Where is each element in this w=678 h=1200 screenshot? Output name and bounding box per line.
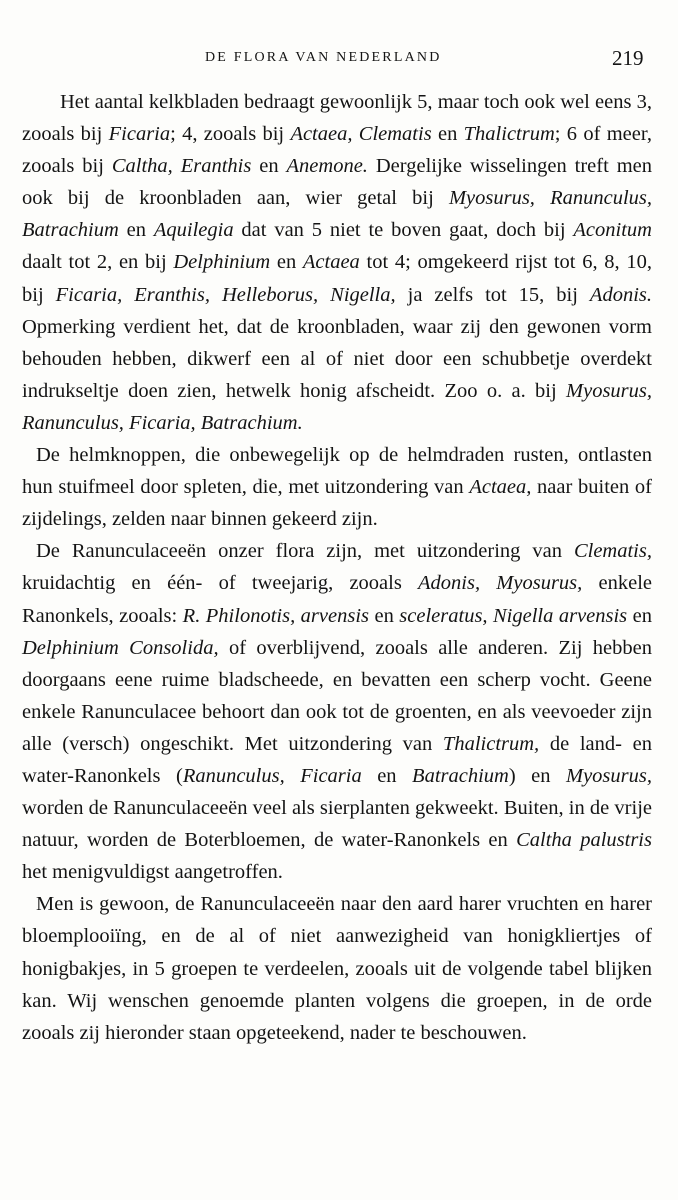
page-header: [0, 46, 678, 76]
text-run: en: [118, 219, 154, 242]
taxon-name: Ficaria, Eranthis, Helleborus, Nigella,: [55, 283, 396, 306]
taxon-name: Actaea,: [469, 476, 532, 499]
text-run: ) en: [508, 764, 566, 787]
taxon-name: sceleratus, Nigella arvensis: [399, 604, 628, 627]
text-run: Het aantal kelkbladen bedraagt gewoonlijk 5, maar toch ook wel eens 3, zooals bij: [22, 91, 652, 146]
text-run: de land- en water-Ranonkels (: [22, 732, 652, 787]
text-run: en: [369, 604, 400, 627]
paragraph-helmknoppen: [22, 439, 652, 535]
text-run: kruidachtig en één- of tweejarig, zooals: [22, 572, 419, 595]
taxon-name: Actaea, Clematis: [290, 123, 432, 146]
text-run: De helmknoppen, die onbewegelijk op de helmdraden rusten, ontlasten hun stuifmeel door spleten, die, met uitzondering van: [22, 444, 652, 499]
taxon-name: Ranunculus, Ficaria: [182, 764, 362, 787]
taxon-name: Myosurus, Ranunculus, Ficaria, Batrachium.: [22, 379, 652, 434]
text-run: of overblijvend, zooals alle anderen. Zij hebben doorgaans eene ruime bladscheede, en bevatten een scherp vocht. Geene enkele Ranunculacee behoort dan ook tot de groenten, en als veevoeder zijn alle (versch) ongeschikt. Met uitzondering van: [22, 636, 652, 755]
taxon-name: Aquilegia: [153, 219, 234, 242]
text-run: tot 4; omgekeerd rijst tot 6, 8, 10, bij: [22, 251, 652, 306]
text-run: Men is gewoon, de Ranunculaceeën naar den aard harer vruchten en harer bloemplooiïng, en de al of niet aanwezigheid van honigkliertjes of honigbakjes, in 5 groepen te verdeelen, zooals uit de volgende tabel blijken kan. Wij wenschen genoemde planten volgens die groepen, in de orde zooals zij hieronder staan opgeteekend, nader te beschouwen.: [22, 893, 652, 1044]
taxon-name: Thalictrum,: [442, 732, 540, 755]
taxon-name: Batrachium: [412, 764, 509, 787]
taxon-name: Clematis,: [573, 540, 652, 563]
text-run: ; 6 of meer, zooals bij: [22, 123, 652, 178]
taxon-name: Delphinium Consolida,: [22, 636, 219, 659]
taxon-name: Adonis, Myosurus,: [418, 572, 583, 595]
text-run: worden de Ranunculaceeën veel als sierplanten gekweekt. Buiten, in de vrije natuur, worden de Boterbloemen, de water-Ranonkels en: [22, 797, 652, 852]
paragraph-kelkbladen: [22, 86, 652, 439]
taxon-name: Myosurus, Ranunculus, Batrachium: [22, 187, 652, 242]
text-run: en: [251, 155, 287, 178]
taxon-name: R. Philonotis, arvensis: [182, 604, 369, 627]
text-run: De Ranunculaceeën onzer flora zijn, met uitzondering van: [36, 540, 574, 563]
text-run: naar buiten of zijdelings, zelden naar binnen gekeerd zijn.: [22, 476, 652, 531]
text-run: en: [270, 251, 303, 274]
text-run: Dergelijke wisselingen treft men ook bij de kroonbladen aan, wier getal bij: [22, 155, 652, 210]
text-run: enkele Ranonkels, zooals:: [22, 572, 652, 627]
body-text: [22, 86, 652, 1049]
text-run: en: [431, 123, 464, 146]
text-run: en: [627, 604, 652, 627]
text-run: en: [361, 764, 413, 787]
taxon-name: Thalictrum: [463, 123, 555, 146]
text-run: ja zelfs tot 15, bij: [395, 283, 590, 306]
text-run: daalt tot 2, en bij: [22, 251, 174, 274]
taxon-name: Caltha palustris: [516, 829, 652, 852]
text-run: Opmerking verdient het, dat de kroonbladen, waar zij den gewonen vorm behouden hebben, dikwerf een al of niet door een schubbetje overdekt indrukseltje doen zien, hetwelk honig afscheidt. Zoo o. a. bij: [22, 315, 652, 402]
taxon-name: Actaea: [302, 251, 360, 274]
taxon-name: Anemone.: [286, 155, 368, 178]
text-run: dat van 5 niet te boven gaat, doch bij: [233, 219, 574, 242]
text-run: ; 4, zooals bij: [170, 123, 291, 146]
taxon-name: Aconitum: [573, 219, 652, 242]
page-number: 219: [612, 46, 644, 70]
taxon-name: Adonis.: [589, 283, 652, 306]
taxon-name: Ficaria: [108, 123, 171, 146]
paragraph-groepen: [22, 888, 652, 1048]
taxon-name: Caltha, Eranthis: [111, 155, 252, 178]
text-run: het menigvuldigst aangetroffen.: [22, 861, 283, 884]
paragraph-ranunculaceeen-flora: [22, 535, 652, 888]
running-title: DE FLORA VAN NEDERLAND: [205, 50, 442, 65]
taxon-name: Delphinium: [173, 251, 271, 274]
taxon-name: Myosurus,: [566, 764, 652, 787]
